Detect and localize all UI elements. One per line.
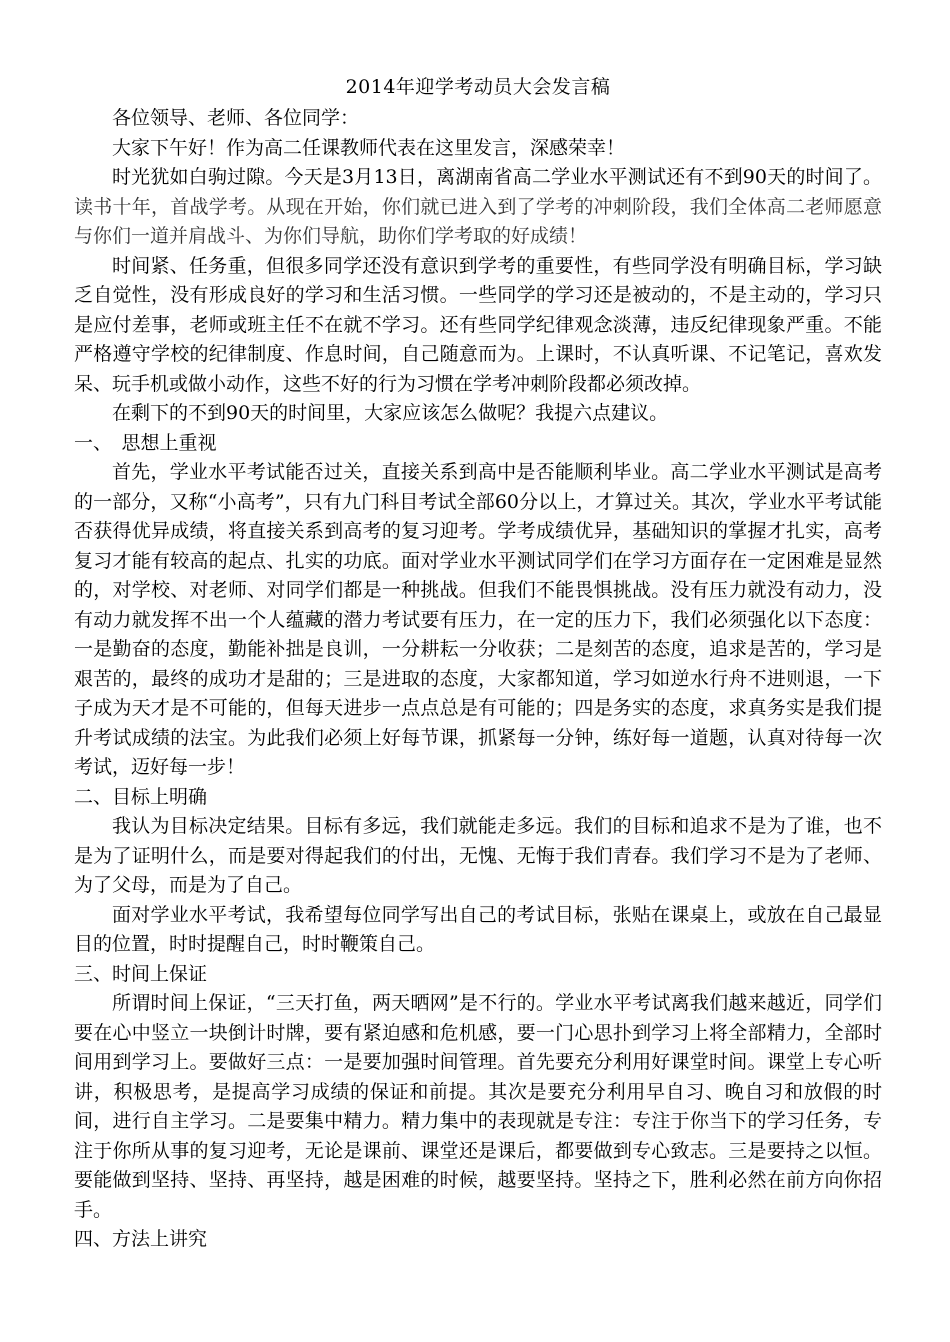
section-1-heading: 一、 思想上重视 [74,431,217,454]
section-3-body: 所谓时间上保证，“三天打鱼，两天晒网”是不行的。学业水平考试离我们越来越近，同学们要在心中竖立一块倒计时牌，要有紧迫感和危机感，要一门心思扑到学习上将全部精力，全部时间用到学习上。要做好三点：一是要加强时间管理。首先要充分利用好课堂时间。课堂上专心听讲，积极思考，是提高学习成绩的保证和前提。其次是要充分利用早自习、晚自习和放假的时间，进行自主学习。二是要集中精力。精力集中的表现就是专注：专注于你当下的学习任务，专注于你所从事的复习迎考，无论是课前、课堂还是课后，都要做到专心致志。三是要持之以恒。要能做到坚持、坚持、再坚持，越是困难的时候，越要坚持。坚持之下，胜利必然在前方向你招手。 [74,992,882,1221]
section-4-heading: 四、方法上讲究 [74,1228,208,1250]
intro-sentence-1: 时光犹如白驹过隙。今天是3月13日，离湖南省高二学业水平测试还有不到90天的时间了。 [112,166,882,188]
section-2-heading: 二、目标上明确 [74,785,208,808]
document-page [74,70,882,1255]
intro-paragraph [74,163,882,252]
greeting: 大家下午好！作为高二任课教师代表在这里发言，深感荣幸！ [112,136,626,159]
section-2-body-2: 面对学业水平考试，我希望每位同学写出自己的考试目标，张贴在课桌上，或放在自己最显目的位置，时时提醒自己，时时鞭策自己。 [74,903,882,955]
section-2-body-1: 我认为目标决定结果。目标有多远，我们就能走多远。我们的目标和追求不是为了谁，也不是为了证明什么，而是要对得起我们的付出，无愧、无悔于我们青春。我们学习不是为了老师、为了父母，而是为了自己。 [74,815,882,896]
problems-paragraph: 时间紧、任务重，但很多同学还没有意识到学考的重要性，有些同学没有明确目标，学习缺乏自觉性，没有形成良好的学习和生活习惯。一些同学的学习还是被动的，不是主动的，学习只是应付差事，老师或班主任不在就不学习。还有些同学纪律观念淡薄，违反纪律现象严重。不能严格遵守学校的纪律制度、作息时间，自己随意而为。上课时，不认真听课、不记笔记，喜欢发呆、玩手机或做小动作，这些不好的行为习惯在学考冲刺阶段都必须改掉。 [74,254,882,395]
section-1-body: 首先，学业水平考试能否过关，直接关系到高中是否能顺利毕业。高二学业水平测试是高考的一部分，又称“小高考”，只有九门科目考试全部60分以上，才算过关。其次，学业水平考试能否获得优异成绩，将直接关系到高考的复习迎考。学考成绩优异，基础知识的掌握才扎实，高考复习才能有较高的起点、扎实的功底。面对学业水平测试同学们在学习方面存在一定困难是显然的，对学校、对老师、对同学们都是一种挑战。但我们不能畏惧挑战。没有压力就没有动力，没有动力就发挥不出一个人蕴藏的潜力考试要有压力，在一定的压力下，我们必须强化以下态度：一是勤奋的态度，勤能补拙是良训，一分耕耘一分收获；二是刻苦的态度，追求是苦的，学习是艰苦的，最终的成功才是甜的；三是进取的态度，大家都知道，学习如逆水行舟不进则退，一下子成为天才是不可能的，但每天进步一点点总是有可能的；四是务实的态度，求真务实是我们提升考试成绩的法宝。为此我们必须上好每节课，抓紧每一分钟，练好每一道题，认真对待每一次考试，迈好每一步！ [74,461,882,778]
salutation: 各位领导、老师、各位同学： [112,107,360,129]
section-3-heading: 三、时间上保证 [74,962,208,985]
intro-sentence-2: 读书十年，首战学考。从现在开始，你们就已进入到了学考的冲刺阶段，我们全体高二老师愿意与你们一道并肩战斗、为你们导航，助你们学考取的好成绩！ [74,195,882,247]
transition-paragraph: 在剩下的不到90天的时间里，大家应该怎么做呢？我提六点建议。 [112,402,669,424]
document-title: 2014年迎学考动员大会发言稿 [345,76,611,98]
